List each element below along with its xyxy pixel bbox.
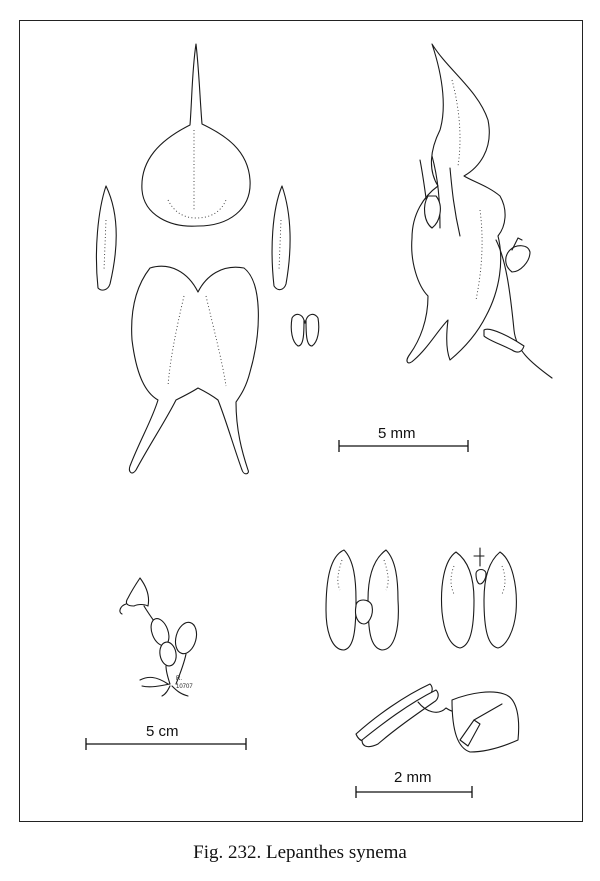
scale-label-flower: 5 mm	[378, 425, 416, 442]
lip-back-view	[442, 548, 517, 648]
petal-right	[272, 186, 290, 290]
petal-left	[96, 186, 116, 290]
scale-label-plant: 5 cm	[146, 723, 179, 740]
dorsal-sepal	[142, 44, 250, 226]
scale-label-detail: 2 mm	[394, 769, 432, 786]
flower-side-view	[407, 44, 552, 378]
specimen-tag: R.	[176, 676, 182, 682]
column-detail	[356, 684, 519, 752]
svg-text:10707: 10707	[176, 684, 193, 690]
scale-bar-detail	[356, 786, 472, 798]
synsepal	[129, 266, 258, 474]
lip-front-view	[326, 550, 398, 650]
figure-caption: Fig. 232. Lepanthes synema	[193, 842, 407, 863]
plant-habit	[120, 578, 200, 696]
lip-small	[291, 314, 319, 346]
